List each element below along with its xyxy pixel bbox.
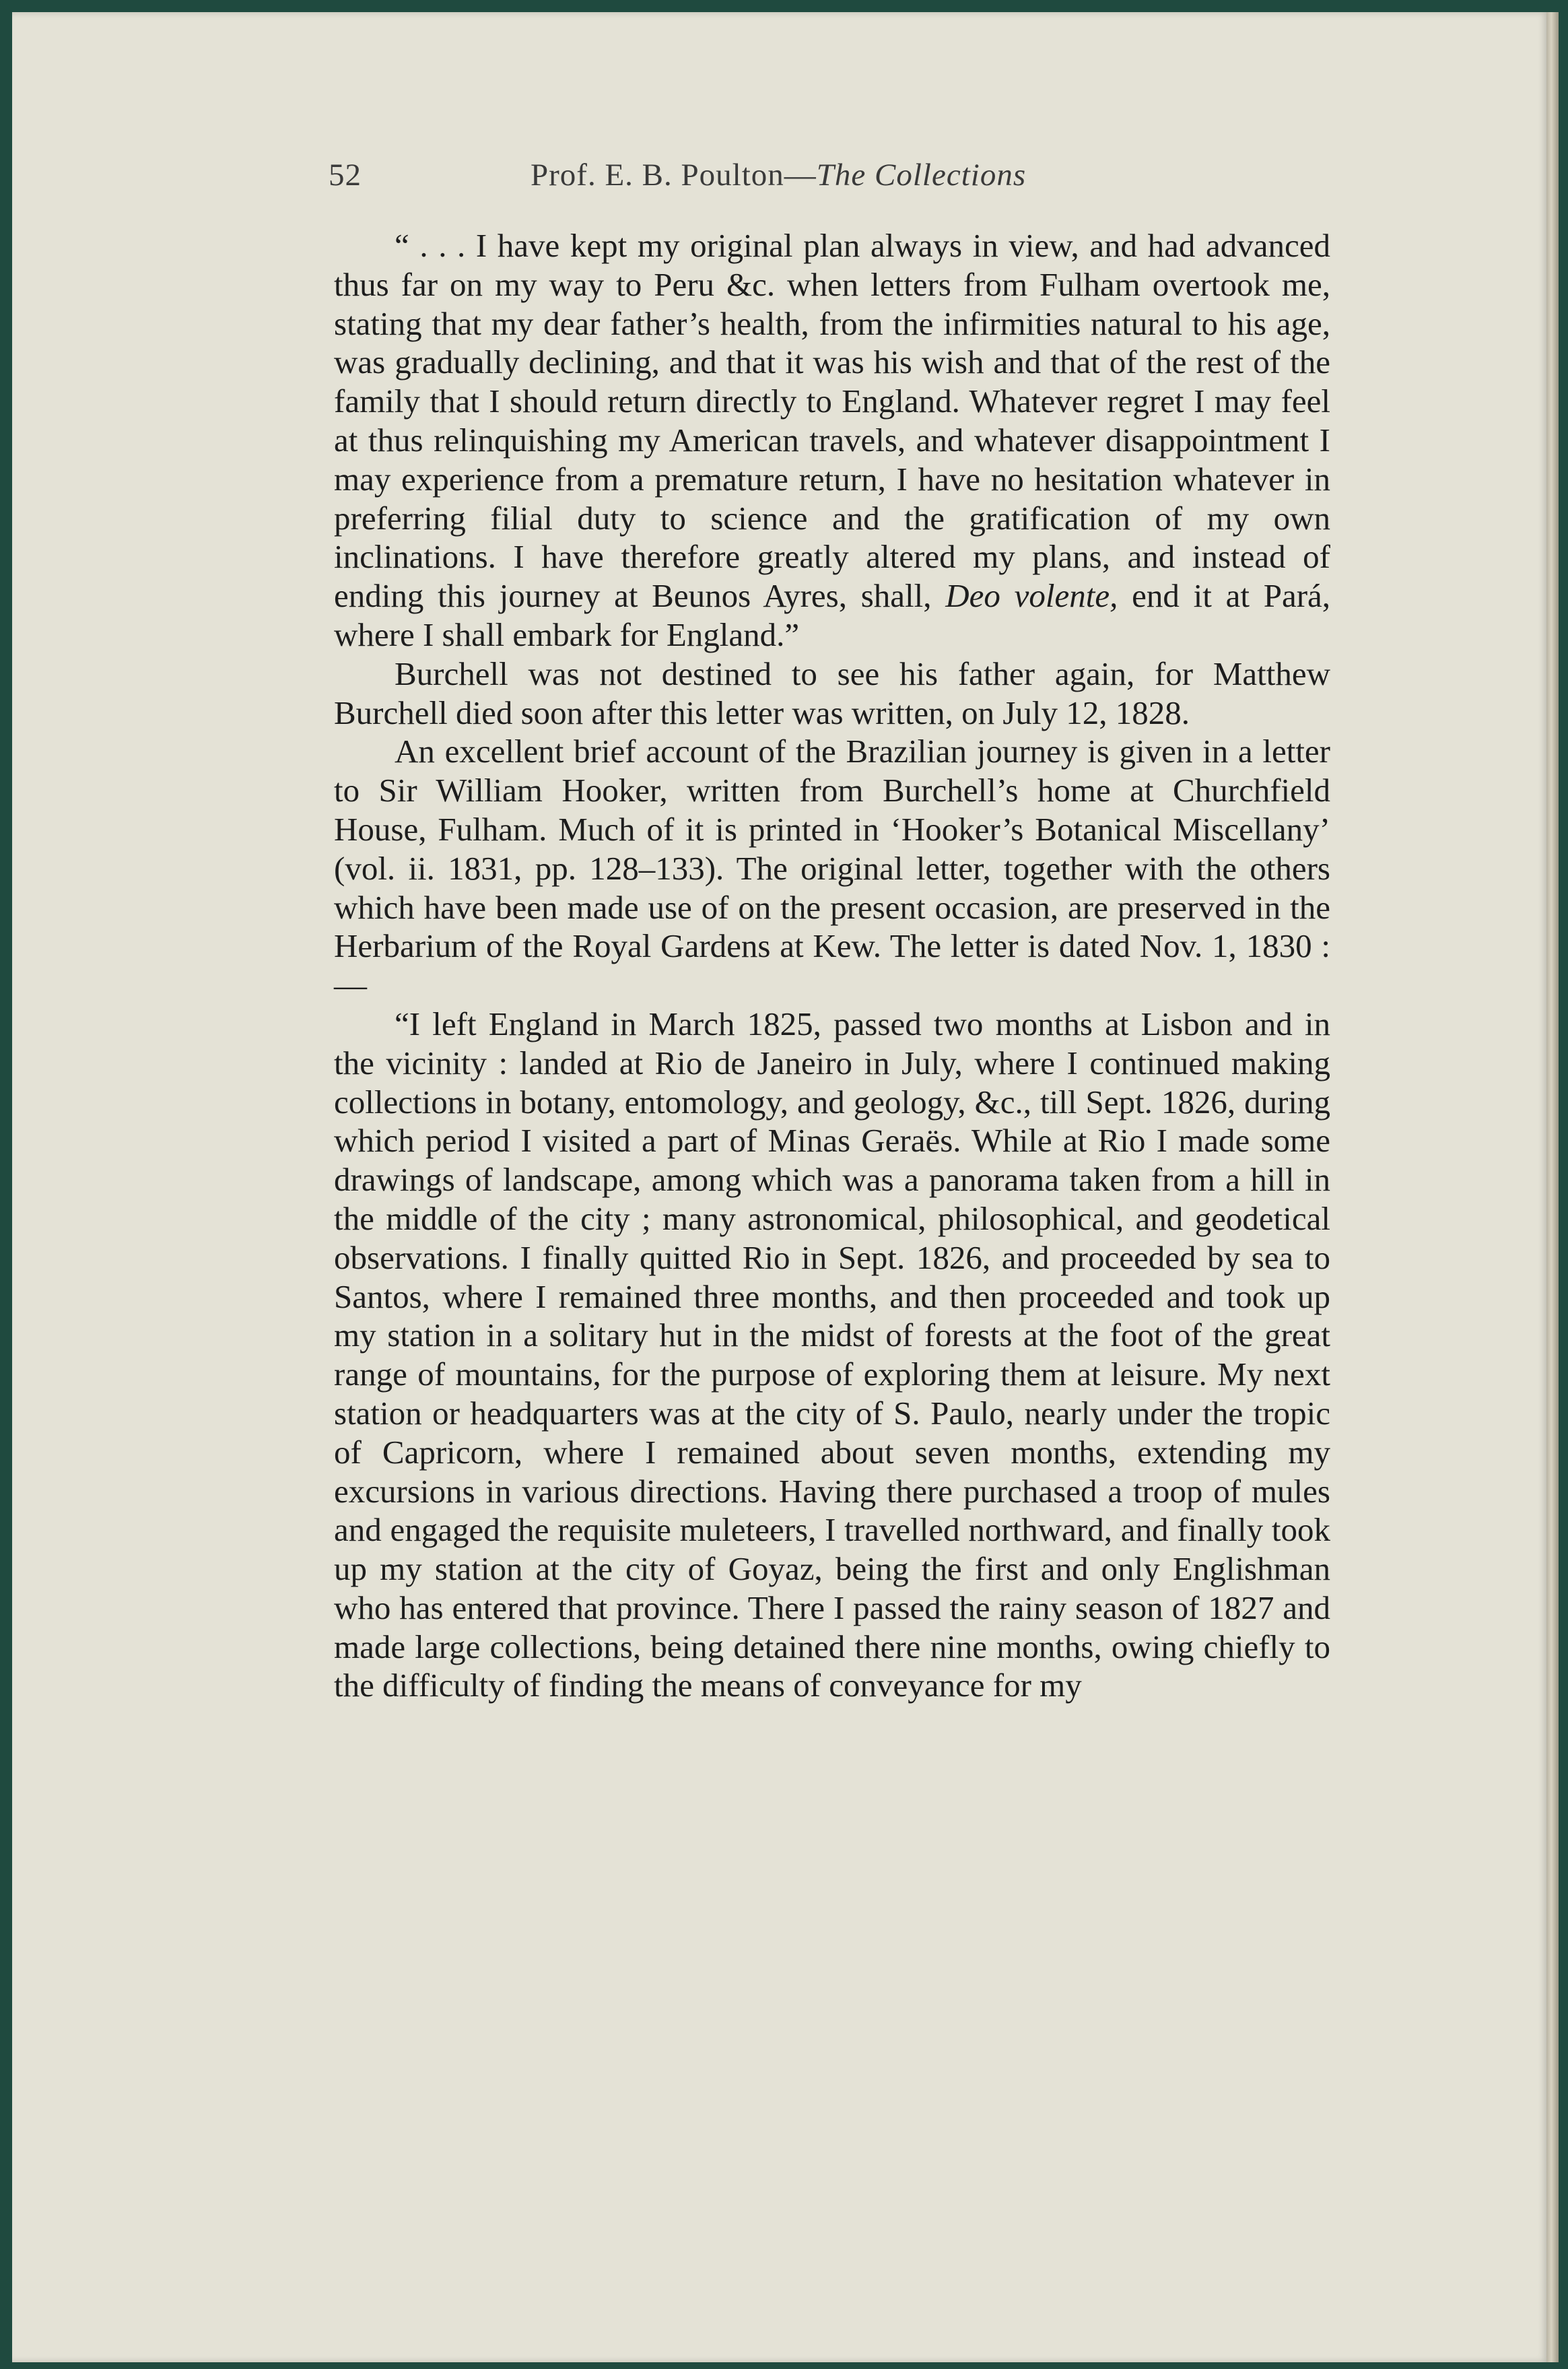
paragraph-father-death: Burchell was not destined to see his father again, for Matthew Burchell died soon after this letter was written, on July 12, 1828. (334, 655, 1330, 731)
page-number: 52 (329, 158, 362, 193)
running-head (329, 157, 1379, 193)
paragraph-italic-phrase: Deo volente, (945, 577, 1118, 615)
running-head-author: Prof. E. B. Poulton— (531, 158, 817, 193)
body-text (334, 226, 1330, 1705)
paragraph-quote-letter (334, 226, 1330, 655)
page-edge (1546, 12, 1559, 2362)
paragraph-hooker-letter: An excellent brief account of the Brazilian journey is given in a letter to Sir William Hooker, written from Burchell’s home at Churchfield House, Fulham. Much of it is printed in ‘Hooker’s Botanical Miscellany’ (vol. ii. 1831, pp. 128–133). The original letter, together with the others which have been made use of on the present occasion, are preserved in the Herbarium of the Royal Gardens at Kew. The letter is dated Nov. 1, 1830 :— (334, 733, 1330, 1004)
paragraph-text-end: end it at Pará, where I shall embark for England.” (334, 577, 1331, 653)
running-head-title: The Collections (816, 158, 1027, 193)
paragraph-text: “ . . . I have kept my original plan always in view, and had advanced thus far on my way to Peru &c. when letters from Fulham overtook me, stating that my dear father’s health, from the infirmities natural to his age, was gradually declining, and that it was his wish and that of the rest of the family that I should return directly to England. Whatever regret I may feel at thus relinquishing my American travels, and whatever disappointment I may experience from a premature return, I have no hesitation whatever in preferring filial duty to science and the gratification of my own inclinations. I have therefore greatly altered my plans, and instead of ending this journey at Beunos Ayres, shall, (334, 227, 1330, 615)
book-page (12, 12, 1548, 2362)
paragraph-brazil-account: “I left England in March 1825, passed two months at Lisbon and in the vicinity : landed at Rio de Janeiro in July, where I continued making collections in botany, entomology, and geology, &c., till Sept. 1826, during which period I visited a part of Minas Geraës. While at Rio I made some drawings of landscape, among which was a panorama taken from a hill in the middle of the city ; many astronomical, philosophical, and geodetical observations. I finally quitted Rio in Sept. 1826, and proceeded by sea to Santos, where I remained three months, and then proceeded and took up my station in a solitary hut in the midst of forests at the foot of the great range of mountains, for the purpose of exploring them at leisure. My next station or headquarters was at the city of S. Paulo, nearly under the tropic of Capricorn, where I remained about seven months, extending my excursions in various directions. Having there purchased a troop of mules and engaged the requisite muleteers, I travelled northward, and finally took up my station at the city of Goyaz, being the first and only Englishman who has entered that province. There I passed the rainy season of 1827 and made large collections, being detained there nine months, owing chiefly to the difficulty of finding the means of conveyance for my (334, 1005, 1330, 1704)
